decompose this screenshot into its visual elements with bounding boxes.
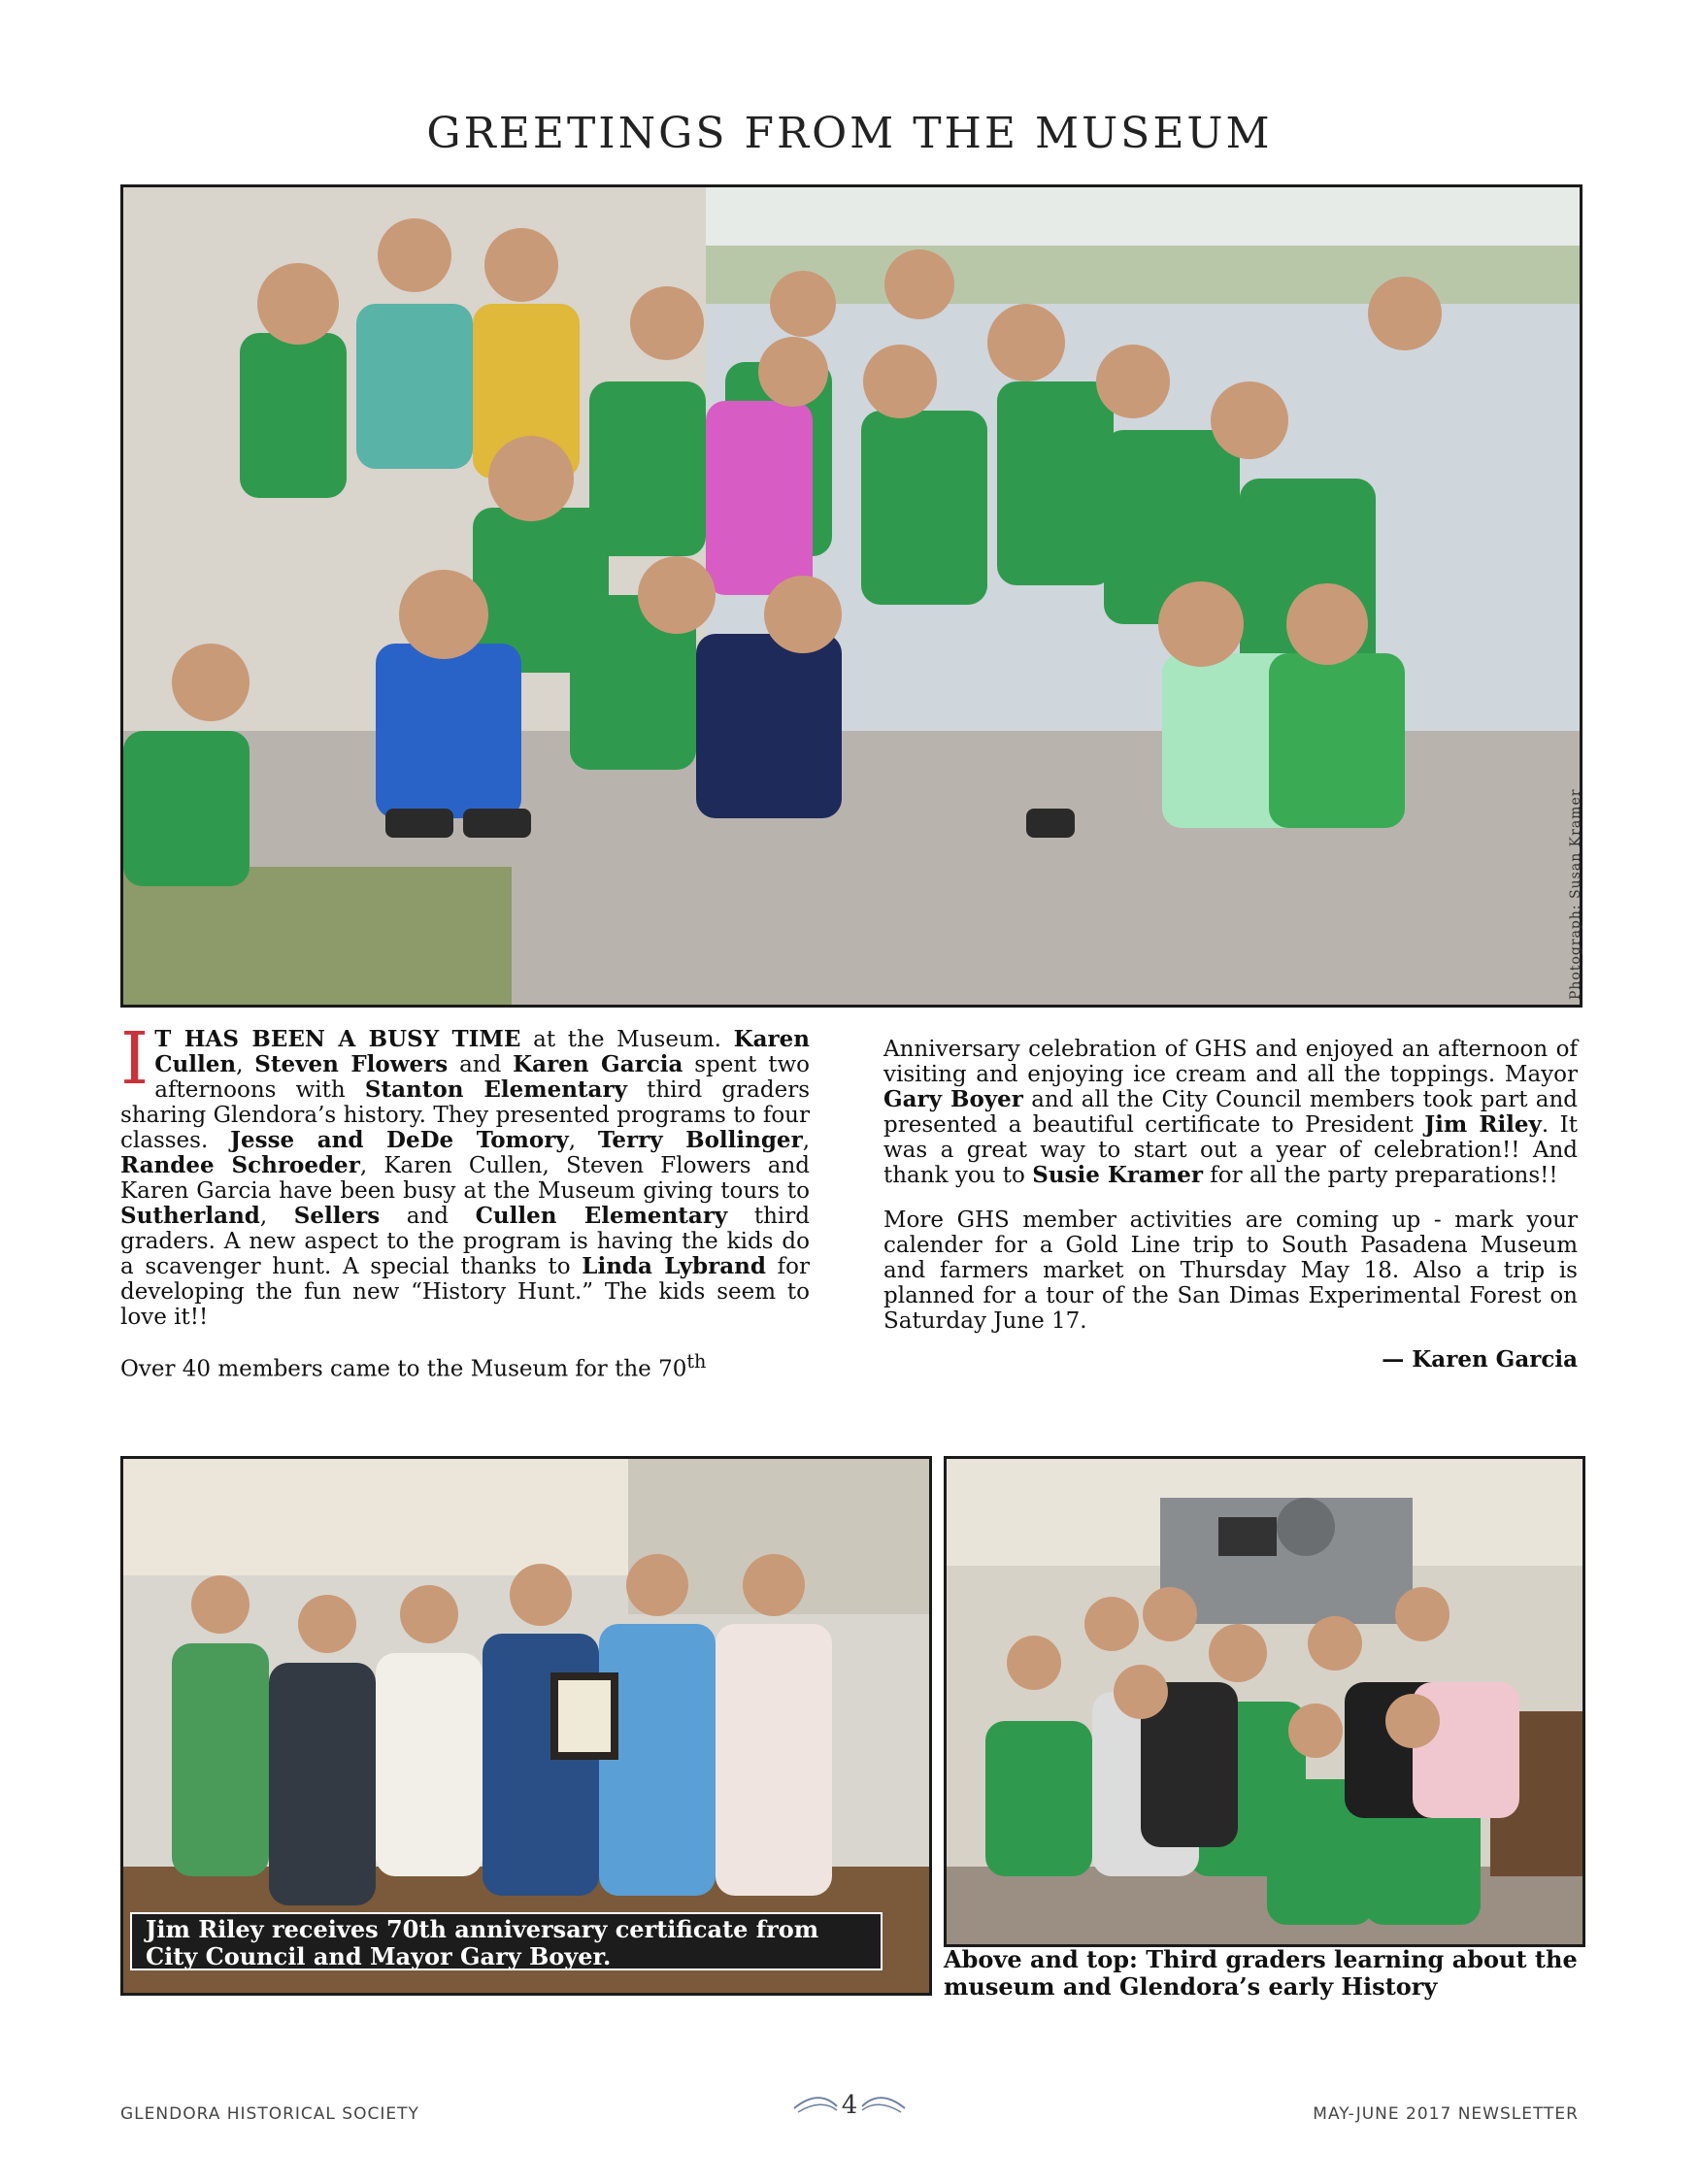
article-paragraph: I T HAS BEEN A BUSY TIME at the Museum. Karen Cullen, Steven Flowers and Karen Garcia spent two afternoons with Stanton Elementary third graders sharing Glendora’s history. They presented programs to four classes. Jesse and DeDe Tomory, Terry Bollinger, Randee Schroeder, Karen Cullen, Steven Flowers and Karen Garcia have been busy at the Museum giving tours to Sutherland, Sellers and Cullen Elementary third graders. A new aspect to the program is having the kids do a scavenger hunt. A special thanks to Linda Lybrand for developing the fun new “History Hunt.” The kids seem to love it!! <box>120 1017 811 1330</box>
article-paragraph: Anniversary celebration of GHS and enjoyed an afternoon of visiting and enjoying ice cream and all the toppings. Mayor Gary Boyer and all the City Council members took part and presented a beautiful certificate to President Jim Riley. It was a great way to start out a year of celebration!! And thank you to Susie Kramer for all the party preparations!! <box>883 1037 1579 1188</box>
article-column-right <box>883 1037 1578 1373</box>
drop-cap: I <box>120 1017 150 1101</box>
page-number-text: 4 <box>841 2091 858 2120</box>
article-column-left <box>120 1017 811 1402</box>
article-signature: — Karen Garcia <box>1382 1346 1578 1373</box>
council-photo-caption: Jim Riley receives 70th anniversary certificate from City Council and Mayor Gary Boyer. <box>130 1912 883 1970</box>
photo-credit: Photograph: Susan Kramer <box>1568 788 1583 1000</box>
museum-kids-caption: Above and top: Third graders learning about the museum and Glendora’s early History <box>944 1945 1578 2001</box>
article-paragraph: More GHS member activities are coming up - mark your calender for a Gold Line trip to South Pasadena Museum and farmers market on Thursday May 18. Also a trip is planned for a tour of the San Dimas Experimental Forest on Saturday June 17. <box>883 1208 1578 1334</box>
page-number <box>786 2087 913 2126</box>
museum-kids-photo <box>944 1456 1585 1947</box>
footer-society-name: GLENDORA HISTORICAL SOCIETY <box>120 2104 419 2124</box>
top-photo <box>120 184 1582 1008</box>
footer-issue: MAY-JUNE 2017 NEWSLETTER <box>1313 2104 1579 2124</box>
page-title: GREETINGS FROM THE MUSEUM <box>426 109 1273 158</box>
article-paragraph: Over 40 members came to the Museum for the 70th <box>120 1350 707 1382</box>
